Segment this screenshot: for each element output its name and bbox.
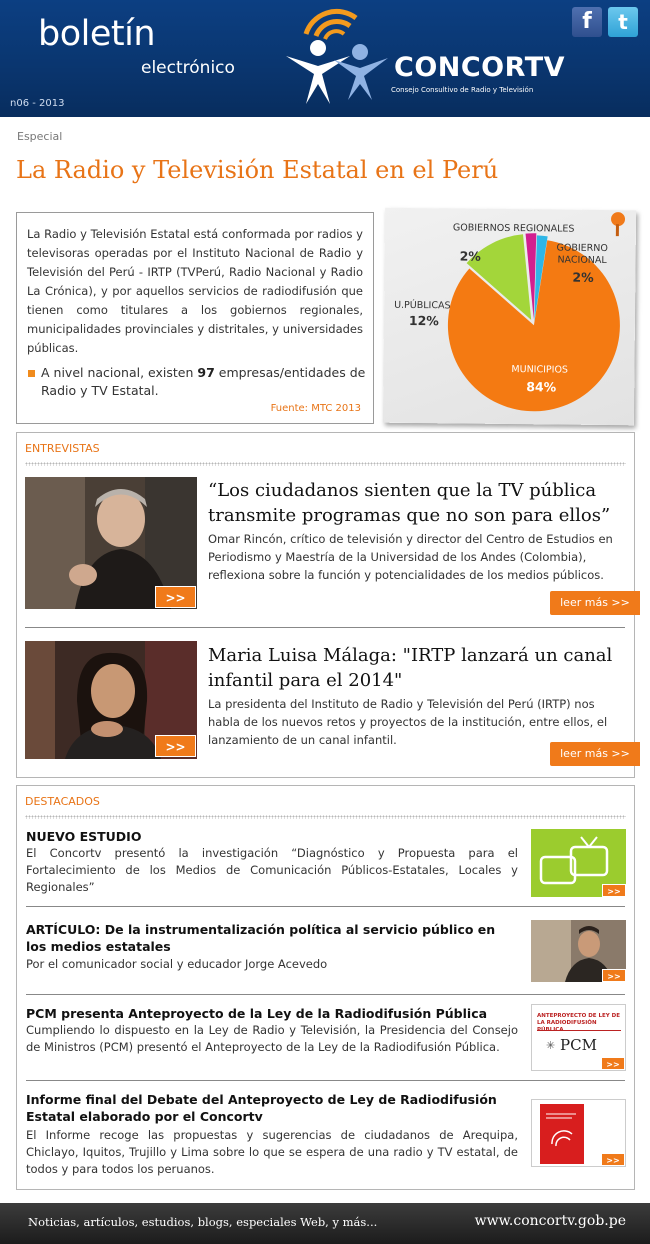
page-title: La Radio y Televisión Estatal en el Perú xyxy=(16,156,499,184)
facebook-icon[interactable]: f xyxy=(572,7,602,37)
pct-gobiernos-regionales: 2% xyxy=(459,248,481,264)
header-banner xyxy=(0,0,650,117)
divider xyxy=(25,627,625,628)
highlight-text: Por el comunicador social y educador Jorge Acevedo xyxy=(26,957,328,971)
highlight-title[interactable]: NUEVO ESTUDIO xyxy=(26,829,142,844)
read-more-button[interactable]: leer más >> xyxy=(550,742,640,766)
footer xyxy=(0,1203,650,1244)
section-header: DESTACADOS xyxy=(25,795,100,808)
read-more-button[interactable]: leer más >> xyxy=(550,591,640,615)
interview-title[interactable]: Maria Luisa Málaga: "IRTP lanzará un canal infantil para el 2014" xyxy=(208,645,613,691)
intro-box xyxy=(16,212,374,424)
divider xyxy=(26,994,625,995)
thumb-rule xyxy=(537,1030,621,1031)
issue-number: n06 - 2013 xyxy=(10,98,65,109)
pin-icon xyxy=(611,212,625,226)
highlight-title[interactable]: PCM presenta Anteproyecto de la Ley de la Radiodifusión Pública xyxy=(26,1006,488,1021)
dotted-divider xyxy=(25,815,626,819)
highlight-text: Cumpliendo lo dispuesto en la Ley de Radio y Televisión, la Presidencia del Consejo de Ministros (PCM) presentó el Anteproyecto de la Ley de la Radiodifusión Pública. xyxy=(26,1023,518,1054)
highlight-title[interactable]: ARTÍCULO: De la instrumentalización política al servicio público en los medios estatales xyxy=(26,922,496,954)
emblem-icon: ✳ xyxy=(546,1039,556,1052)
divider xyxy=(26,1080,625,1081)
highlight-thumbnail[interactable] xyxy=(531,829,626,897)
highlight-text: El Concortv presentó la investigación “Diagnóstico y Propuesta para el Fortalecimiento de los Medios de Comunicación Públicos-Estatales, Locales y Regionales” xyxy=(26,846,518,894)
interview-title[interactable]: “Los ciudadanos sienten que la TV pública transmite programas que no son para ellos” xyxy=(208,480,611,526)
footer-tagline: Noticias, artículos, estudios, blogs, especiales Web, y más... xyxy=(28,1215,378,1229)
entrevistas-section xyxy=(16,432,635,778)
highlight-thumbnail[interactable] xyxy=(531,920,626,982)
section-kicker: Especial xyxy=(17,130,63,143)
newsletter-subtitle: electrónico xyxy=(141,58,235,78)
twitter-icon[interactable]: t xyxy=(608,7,638,37)
dotted-divider xyxy=(25,462,626,466)
newsletter-title: boletín xyxy=(38,14,156,54)
intro-bullet xyxy=(41,364,367,400)
interview-summary: La presidenta del Instituto de Radio y Televisión del Perú (IRTP) nos habla de los nuevos retos y proyectos de la institución, entre ellos, el lanzamiento de un canal infantil. xyxy=(208,697,608,747)
label-gobiernos-regionales: GOBIERNOS REGIONALES xyxy=(452,222,575,235)
label-municipios: MUNICIPIOS xyxy=(511,364,569,376)
footer-url[interactable]: www.concortv.gob.pe xyxy=(474,1213,626,1229)
destacados-section xyxy=(16,785,635,1190)
bullet-number: 97 xyxy=(197,365,215,380)
pie-chart-card xyxy=(383,208,636,426)
section-header: ENTREVISTAS xyxy=(25,442,100,455)
mini-arrow-button[interactable]: >> xyxy=(602,969,626,982)
brand-subtitle: Consejo Consultivo de Radio y Televisión xyxy=(391,86,534,94)
mini-arrow-button[interactable]: >> xyxy=(602,884,626,897)
thumb-title: ANTEPROYECTO DE LEY DE LA RADIODIFUSIÓN xyxy=(537,1013,620,1026)
pct-gobierno-nacional: 2% xyxy=(572,269,594,285)
intro-paragraph: La Radio y Televisión Estatal está conformada por radios y televisoras operadas por el Instituto Nacional de Radio y Televisión del Perú - IRTP (TVPerú, Radio Nacional y Radio La Crónica), y por aquellos servicios de radiodifusión que tienen como titulares a los gobiernos regionales, municipalidades provinciales y distritales, y universidades públicas. xyxy=(27,227,363,355)
pct-municipios: 84% xyxy=(526,379,557,395)
source-note: Fuente: MTC 2013 xyxy=(270,403,361,414)
read-arrow-button[interactable]: >> xyxy=(155,586,196,608)
bullet-square-icon xyxy=(28,370,35,377)
brand-name: CONCORTV xyxy=(394,52,566,83)
mini-arrow-button[interactable]: >> xyxy=(601,1153,625,1166)
divider xyxy=(26,906,625,907)
highlight-thumbnail[interactable] xyxy=(531,1004,626,1071)
highlight-thumbnail[interactable] xyxy=(531,1099,626,1167)
pcm-logo: PCM xyxy=(560,1036,597,1054)
pin-needle xyxy=(616,224,619,236)
mini-arrow-button[interactable]: >> xyxy=(601,1057,625,1070)
interview-summary: Omar Rincón, crítico de televisión y director del Centro de Estudios en Periodismo y Maestría de la Universidad de los Andes (Colombia), reflexiona sobre la función y potencialidades de los medios públicos. xyxy=(208,532,613,582)
highlight-text: El Informe recoge las propuestas y sugerencias de ciudadanos de Arequipa, Chiclayo, Iquitos, Trujillo y Lima sobre lo que se espera de una radio y TV estatal, de todos y para todos los peruanos. xyxy=(26,1128,518,1176)
label-upublicas: U.PÚBLICAS xyxy=(394,299,451,312)
concortv-logo-icon xyxy=(278,4,398,112)
read-arrow-button[interactable]: >> xyxy=(155,735,196,757)
bullet-post: empresas/entidades de Radio y TV Estatal. xyxy=(41,365,366,398)
label-gobierno-nacional: GOBIERNO NACIONAL xyxy=(556,242,608,267)
bullet-pre: A nivel nacional, existen xyxy=(41,365,198,380)
highlight-title[interactable]: Informe final del Debate del Anteproyecto de Ley de Radiodifusión Estatal elaborado por el Concortv xyxy=(26,1092,497,1124)
pct-upublicas: 12% xyxy=(408,312,439,329)
